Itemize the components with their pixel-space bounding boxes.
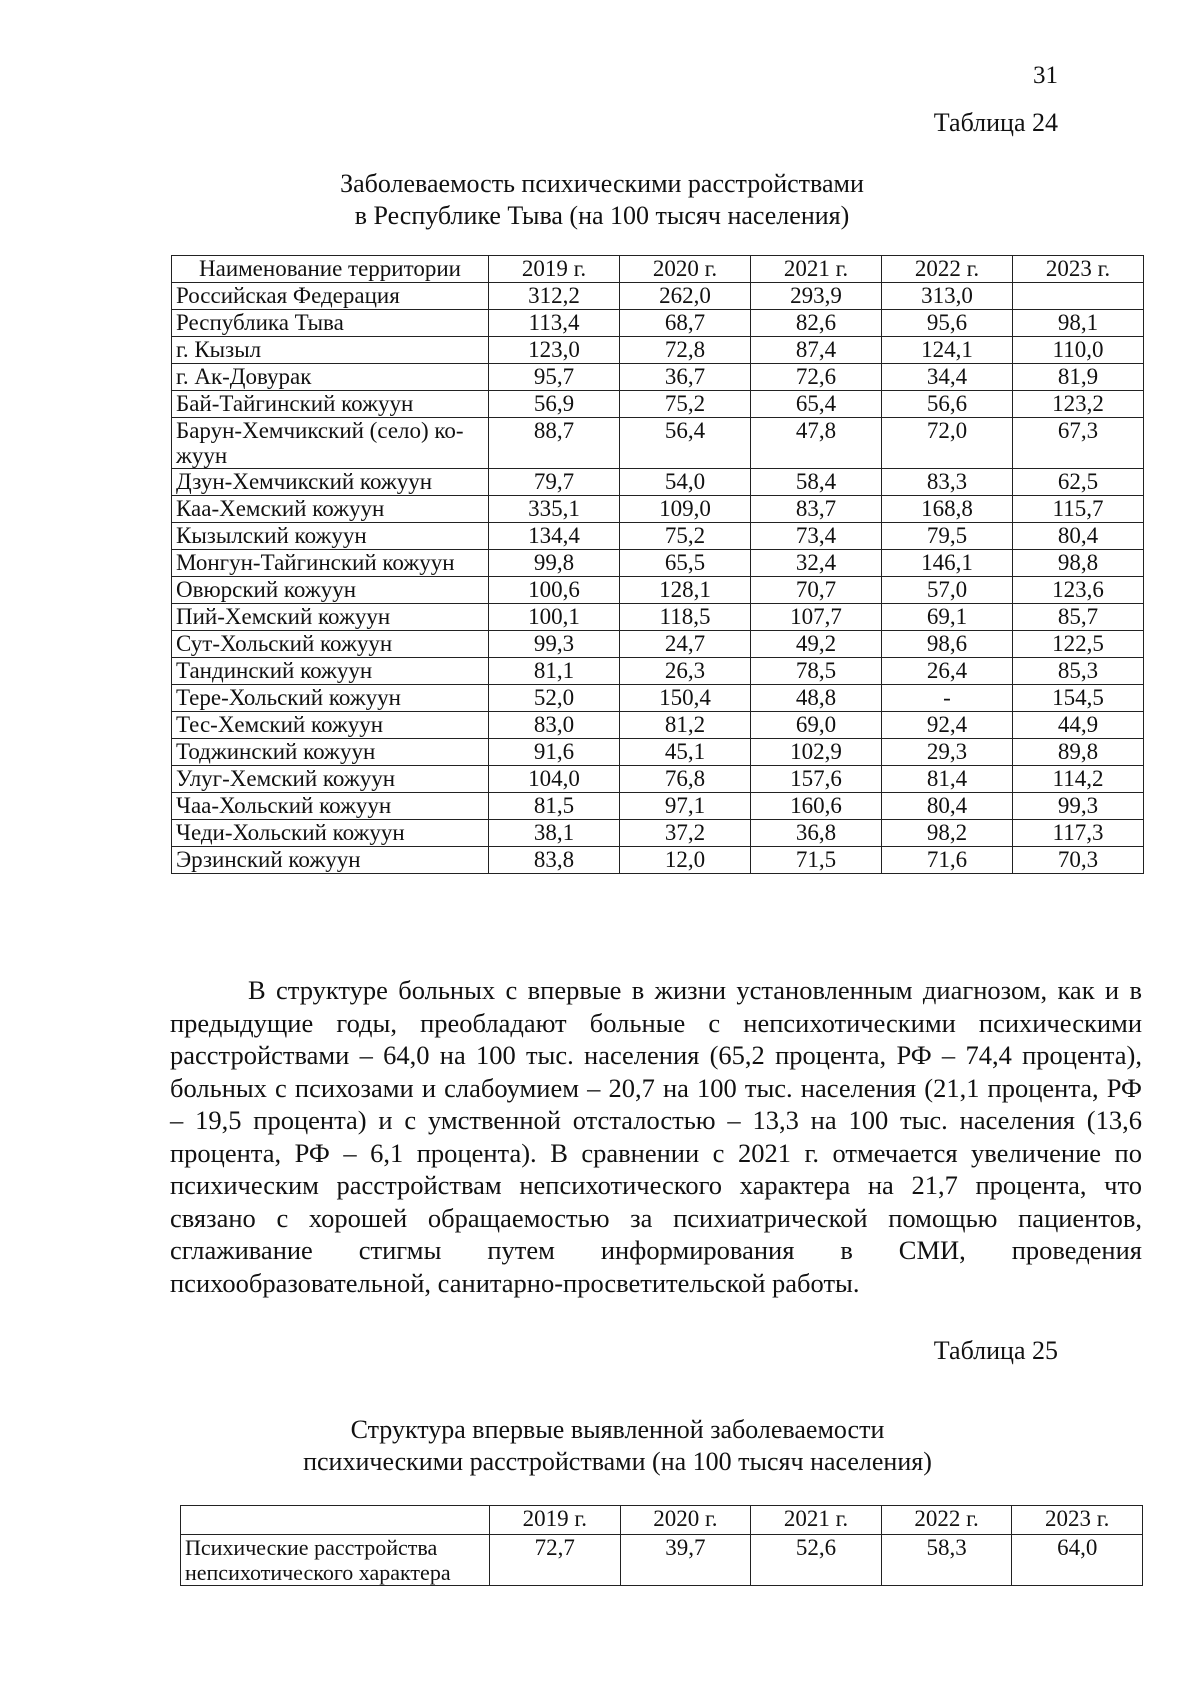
value-cell: 81,9 bbox=[1013, 364, 1144, 391]
table-row bbox=[172, 820, 1144, 847]
territory-name-cell: Сут-Хольский кожуун bbox=[172, 631, 489, 658]
table-25 bbox=[180, 1505, 1143, 1586]
table-row bbox=[172, 577, 1144, 604]
territory-name-cell: Кызылский кожуун bbox=[172, 523, 489, 550]
value-cell: 146,1 bbox=[882, 550, 1013, 577]
territory-name-cell: Тере-Хольский кожуун bbox=[172, 685, 489, 712]
table-row bbox=[172, 550, 1144, 577]
value-cell: 85,3 bbox=[1013, 658, 1144, 685]
table-24-label: Таблица 24 bbox=[933, 108, 1058, 137]
value-cell: 81,2 bbox=[620, 712, 751, 739]
value-cell: 114,2 bbox=[1013, 766, 1144, 793]
territory-name-cell: Бай-Тайгинский кожуун bbox=[172, 391, 489, 418]
territory-name-cell: Каа-Хемский кожуун bbox=[172, 496, 489, 523]
value-cell: 313,0 bbox=[882, 283, 1013, 310]
table-row bbox=[172, 337, 1144, 364]
value-cell: 98,6 bbox=[882, 631, 1013, 658]
table-row bbox=[172, 739, 1144, 766]
territory-name-cell: Тоджинский кожуун bbox=[172, 739, 489, 766]
table-row bbox=[172, 604, 1144, 631]
table-row bbox=[181, 1535, 1143, 1586]
table-row bbox=[172, 712, 1144, 739]
value-cell: 36,7 bbox=[620, 364, 751, 391]
table-row bbox=[172, 847, 1144, 874]
value-cell bbox=[1013, 283, 1144, 310]
value-cell: 34,4 bbox=[882, 364, 1013, 391]
table-25-label: Таблица 25 bbox=[933, 1336, 1058, 1365]
value-cell: 37,2 bbox=[620, 820, 751, 847]
value-cell: 154,5 bbox=[1013, 685, 1144, 712]
header-cell: 2023 г. bbox=[1012, 1506, 1143, 1535]
table-24-caption-line1: Заболеваемость психическими расстройствами bbox=[340, 169, 864, 198]
table-row bbox=[172, 391, 1144, 418]
territory-name-cell: Чеди-Хольский кожуун bbox=[172, 820, 489, 847]
value-cell: 80,4 bbox=[1013, 523, 1144, 550]
value-cell: 48,8 bbox=[751, 685, 882, 712]
value-cell: 118,5 bbox=[620, 604, 751, 631]
value-cell: 104,0 bbox=[489, 766, 620, 793]
value-cell: 99,3 bbox=[1013, 793, 1144, 820]
value-cell: 58,3 bbox=[881, 1535, 1012, 1586]
value-cell: 123,6 bbox=[1013, 577, 1144, 604]
header-cell: 2019 г. bbox=[489, 256, 620, 283]
value-cell: 52,6 bbox=[751, 1535, 882, 1586]
value-cell: 98,8 bbox=[1013, 550, 1144, 577]
value-cell: 78,5 bbox=[751, 658, 882, 685]
value-cell: - bbox=[882, 685, 1013, 712]
table-25-caption bbox=[200, 1414, 1035, 1478]
territory-name-cell: Тес-Хемский кожуун bbox=[172, 712, 489, 739]
value-cell: 69,0 bbox=[751, 712, 882, 739]
value-cell: 89,8 bbox=[1013, 739, 1144, 766]
value-cell: 128,1 bbox=[620, 577, 751, 604]
table-25-caption-line2: психическими расстройствами (на 100 тысяч населения) bbox=[303, 1447, 932, 1476]
table-row bbox=[172, 766, 1144, 793]
value-cell: 57,0 bbox=[882, 577, 1013, 604]
territory-name-cell: Пий-Хемский кожуун bbox=[172, 604, 489, 631]
header-cell: 2020 г. bbox=[620, 1506, 751, 1535]
value-cell: 88,7 bbox=[489, 418, 620, 469]
territory-name-cell: Овюрский кожуун bbox=[172, 577, 489, 604]
header-cell: 2023 г. bbox=[1013, 256, 1144, 283]
value-cell: 79,5 bbox=[882, 523, 1013, 550]
value-cell: 83,7 bbox=[751, 496, 882, 523]
territory-name-cell: Российская Федерация bbox=[172, 283, 489, 310]
header-cell bbox=[181, 1506, 490, 1535]
table-row bbox=[172, 283, 1144, 310]
table-25-body bbox=[181, 1535, 1143, 1586]
value-cell: 79,7 bbox=[489, 469, 620, 496]
table-24-caption bbox=[170, 168, 1034, 232]
table-row bbox=[172, 310, 1144, 337]
body-text bbox=[170, 974, 1142, 1299]
value-cell: 72,7 bbox=[490, 1535, 621, 1586]
value-cell: 70,3 bbox=[1013, 847, 1144, 874]
header-cell: Наименование территории bbox=[172, 256, 489, 283]
table-row bbox=[172, 469, 1144, 496]
territory-name-cell: г. Ак-Довурак bbox=[172, 364, 489, 391]
value-cell: 36,8 bbox=[751, 820, 882, 847]
value-cell: 123,0 bbox=[489, 337, 620, 364]
table-24 bbox=[171, 255, 1144, 874]
value-cell: 98,2 bbox=[882, 820, 1013, 847]
value-cell: 69,1 bbox=[882, 604, 1013, 631]
value-cell: 123,2 bbox=[1013, 391, 1144, 418]
value-cell: 56,6 bbox=[882, 391, 1013, 418]
body-paragraph: В структуре больных с впервые в жизни установленным диагнозом, как и в предыдущие годы, преобладают больные с непсихотическими психическими расстройствами – 64,0 на 100 тыс. населения (65,2 процента, РФ – 74,4 процента), больных с психозами и слабоумием – 20,7 на 100 тыс. населения (21,1 процента, РФ – 19,5 процента) и с умственной отсталостью – 13,3 на 100 тыс. населения (13,6 процента, РФ – 6,1 процента). В сравнении с 2021 г. отмечается увеличение по психическим расстройствам непсихотического характера на 21,7 процента, что связано с хорошей обращаемостью за психиатрической помощью пациентов, сглаживание стигмы путем информирования в СМИ, проведения психообразовательной, санитарно-просветительской работы. bbox=[170, 975, 1142, 1298]
value-cell: 29,3 bbox=[882, 739, 1013, 766]
header-cell: 2021 г. bbox=[751, 256, 882, 283]
value-cell: 72,6 bbox=[751, 364, 882, 391]
value-cell: 102,9 bbox=[751, 739, 882, 766]
value-cell: 100,6 bbox=[489, 577, 620, 604]
value-cell: 64,0 bbox=[1012, 1535, 1143, 1586]
value-cell: 160,6 bbox=[751, 793, 882, 820]
value-cell: 134,4 bbox=[489, 523, 620, 550]
value-cell: 312,2 bbox=[489, 283, 620, 310]
territory-name-cell: Монгун-Тайгинский кожуун bbox=[172, 550, 489, 577]
value-cell: 168,8 bbox=[882, 496, 1013, 523]
value-cell: 72,8 bbox=[620, 337, 751, 364]
territory-name-cell: Эрзинский кожуун bbox=[172, 847, 489, 874]
value-cell: 56,9 bbox=[489, 391, 620, 418]
value-cell: 83,0 bbox=[489, 712, 620, 739]
header-cell: 2019 г. bbox=[490, 1506, 621, 1535]
value-cell: 95,7 bbox=[489, 364, 620, 391]
value-cell: 56,4 bbox=[620, 418, 751, 469]
value-cell: 58,4 bbox=[751, 469, 882, 496]
value-cell: 67,3 bbox=[1013, 418, 1144, 469]
value-cell: 44,9 bbox=[1013, 712, 1144, 739]
territory-name-cell: Барун-Хемчикский (село) ко-жуун bbox=[172, 418, 489, 469]
value-cell: 12,0 bbox=[620, 847, 751, 874]
value-cell: 68,7 bbox=[620, 310, 751, 337]
value-cell: 76,8 bbox=[620, 766, 751, 793]
value-cell: 65,4 bbox=[751, 391, 882, 418]
value-cell: 62,5 bbox=[1013, 469, 1144, 496]
territory-name-cell: Улуг-Хемский кожуун bbox=[172, 766, 489, 793]
value-cell: 100,1 bbox=[489, 604, 620, 631]
value-cell: 293,9 bbox=[751, 283, 882, 310]
value-cell: 157,6 bbox=[751, 766, 882, 793]
value-cell: 99,8 bbox=[489, 550, 620, 577]
table-25-caption-line1: Структура впервые выявленной заболеваемости bbox=[350, 1415, 885, 1444]
table-row bbox=[172, 658, 1144, 685]
value-cell: 32,4 bbox=[751, 550, 882, 577]
value-cell: 45,1 bbox=[620, 739, 751, 766]
value-cell: 81,4 bbox=[882, 766, 1013, 793]
value-cell: 262,0 bbox=[620, 283, 751, 310]
table-24-caption-line2: в Республике Тыва (на 100 тысяч населения) bbox=[354, 201, 850, 230]
page-number: 31 bbox=[1033, 62, 1058, 89]
territory-name-cell: Дзун-Хемчикский кожуун bbox=[172, 469, 489, 496]
territory-name-cell: Тандинский кожуун bbox=[172, 658, 489, 685]
value-cell: 83,8 bbox=[489, 847, 620, 874]
header-cell: 2021 г. bbox=[751, 1506, 882, 1535]
value-cell: 98,1 bbox=[1013, 310, 1144, 337]
value-cell: 113,4 bbox=[489, 310, 620, 337]
value-cell: 75,2 bbox=[620, 391, 751, 418]
value-cell: 26,3 bbox=[620, 658, 751, 685]
territory-name-cell: г. Кызыл bbox=[172, 337, 489, 364]
value-cell: 38,1 bbox=[489, 820, 620, 847]
table-row bbox=[172, 523, 1144, 550]
value-cell: 115,7 bbox=[1013, 496, 1144, 523]
value-cell: 65,5 bbox=[620, 550, 751, 577]
value-cell: 75,2 bbox=[620, 523, 751, 550]
table-24-body bbox=[172, 283, 1144, 874]
value-cell: 39,7 bbox=[620, 1535, 751, 1586]
value-cell: 107,7 bbox=[751, 604, 882, 631]
value-cell: 71,5 bbox=[751, 847, 882, 874]
table-25-header-row bbox=[181, 1506, 1143, 1535]
value-cell: 85,7 bbox=[1013, 604, 1144, 631]
value-cell: 109,0 bbox=[620, 496, 751, 523]
value-cell: 92,4 bbox=[882, 712, 1013, 739]
value-cell: 124,1 bbox=[882, 337, 1013, 364]
table-row bbox=[172, 631, 1144, 658]
value-cell: 49,2 bbox=[751, 631, 882, 658]
table-row bbox=[172, 418, 1144, 469]
value-cell: 91,6 bbox=[489, 739, 620, 766]
value-cell: 117,3 bbox=[1013, 820, 1144, 847]
table-row bbox=[172, 793, 1144, 820]
table-24-header-row bbox=[172, 256, 1144, 283]
value-cell: 99,3 bbox=[489, 631, 620, 658]
table-row bbox=[172, 685, 1144, 712]
territory-name-cell: Психические расстройства непсихотического характера bbox=[181, 1535, 490, 1586]
header-cell: 2022 г. bbox=[882, 256, 1013, 283]
value-cell: 82,6 bbox=[751, 310, 882, 337]
header-cell: 2020 г. bbox=[620, 256, 751, 283]
value-cell: 87,4 bbox=[751, 337, 882, 364]
value-cell: 72,0 bbox=[882, 418, 1013, 469]
value-cell: 110,0 bbox=[1013, 337, 1144, 364]
value-cell: 95,6 bbox=[882, 310, 1013, 337]
value-cell: 335,1 bbox=[489, 496, 620, 523]
table-row bbox=[172, 364, 1144, 391]
value-cell: 47,8 bbox=[751, 418, 882, 469]
value-cell: 80,4 bbox=[882, 793, 1013, 820]
value-cell: 52,0 bbox=[489, 685, 620, 712]
value-cell: 122,5 bbox=[1013, 631, 1144, 658]
value-cell: 81,1 bbox=[489, 658, 620, 685]
value-cell: 24,7 bbox=[620, 631, 751, 658]
header-cell: 2022 г. bbox=[881, 1506, 1012, 1535]
value-cell: 97,1 bbox=[620, 793, 751, 820]
value-cell: 150,4 bbox=[620, 685, 751, 712]
table-row bbox=[172, 496, 1144, 523]
value-cell: 83,3 bbox=[882, 469, 1013, 496]
value-cell: 54,0 bbox=[620, 469, 751, 496]
territory-name-cell: Республика Тыва bbox=[172, 310, 489, 337]
value-cell: 81,5 bbox=[489, 793, 620, 820]
value-cell: 26,4 bbox=[882, 658, 1013, 685]
value-cell: 70,7 bbox=[751, 577, 882, 604]
value-cell: 71,6 bbox=[882, 847, 1013, 874]
value-cell: 73,4 bbox=[751, 523, 882, 550]
territory-name-cell: Чаа-Хольский кожуун bbox=[172, 793, 489, 820]
